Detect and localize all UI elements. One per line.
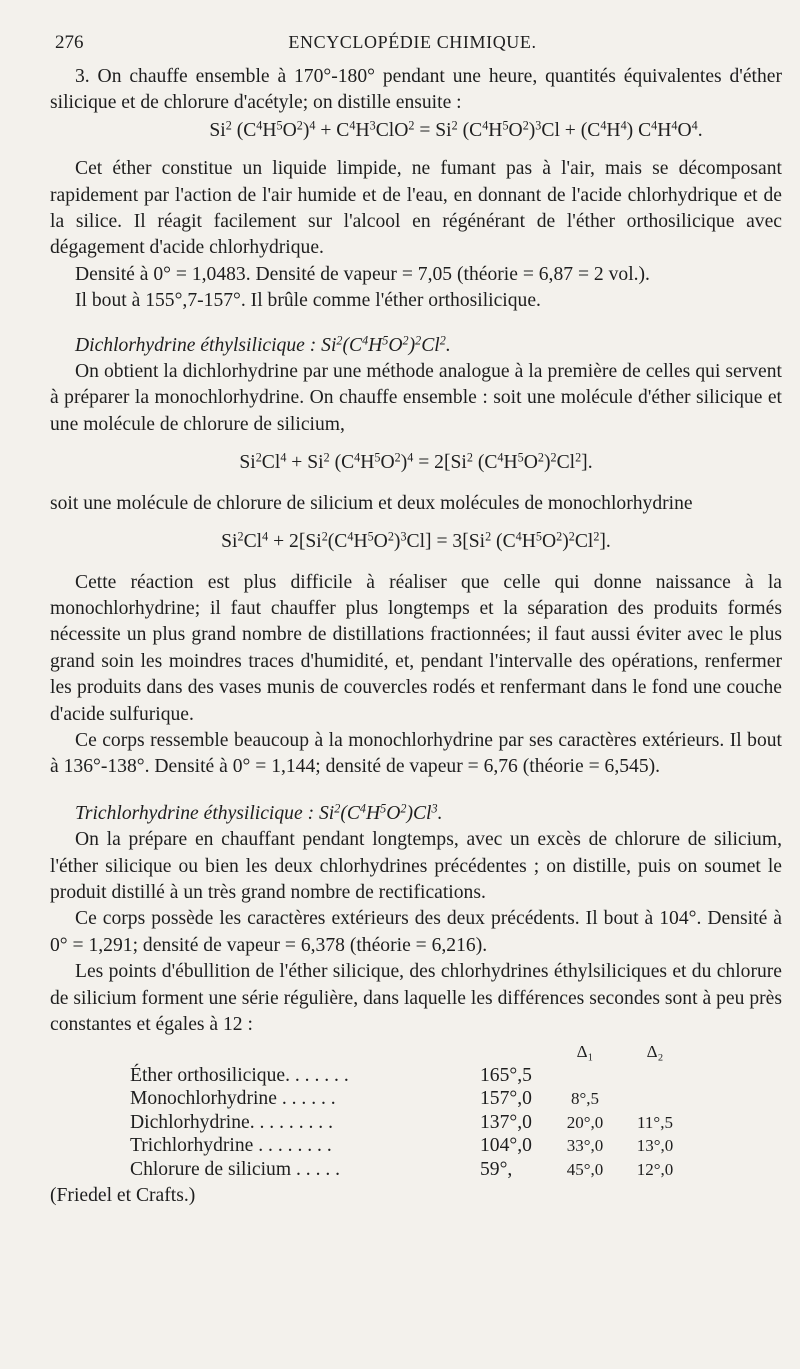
section3-para3: Les points d'ébullition de l'éther silicique, des chlorhydrines éthylsiliciques et du chlorure de silicium forment une série régulière, dans laquelle les différences secondes sont à peu près constantes et égales à 12 : <box>50 961 782 1035</box>
boiling-points-table <box>130 1040 690 1181</box>
section3-title <box>50 801 782 827</box>
table-row <box>130 1111 690 1135</box>
section1-boiling: Il bout à 155°,7-157°. Il brûle comme l'éther orthosilicique. <box>75 290 541 312</box>
page-number: 276 <box>55 32 84 53</box>
second-difference: 13°,0 <box>636 1136 674 1156</box>
boiling-temp: 165°,5 <box>480 1064 532 1086</box>
table-row <box>130 1134 690 1158</box>
section1-intro: 3. On chauffe ensemble à 170°-180° pendant une heure, quantités équivalentes d'éther silicique et de chlorure d'acétyle; on distille ensuite : <box>50 66 782 114</box>
table-row <box>130 1087 690 1111</box>
section3-para1: On la prépare en chauffant pendant longtemps, avec un excès de chlorure de silicium, l'éther silicique ou bien les deux chlorhydrines précédentes ; on distille, puis on soumet le produit distillé à un très grand nombre de rectifications. <box>50 829 782 903</box>
section2-formula1: $Si^2Cl^4 + Si^2$ $(C^4H^5O^2)^4 = 2[Si^2$ $(C^4H^5O^2)^2Cl^2$]. <box>239 450 593 474</box>
first-difference: 45°,0 <box>566 1159 604 1179</box>
boiling-temp: 59°, <box>480 1158 513 1180</box>
compound-name: Éther orthosilicique. . . . . . . <box>130 1064 349 1086</box>
section3-para2: Ce corps possède les caractères extérieurs des deux précédents. Il bout à 104°. Densité à 0° = 1,291; densité de vapeur = 6,378 (théorie = 6,216). <box>50 908 782 956</box>
compound-name: Monochlorhydrine . . . . . . <box>130 1088 336 1110</box>
table-citation: (Friedel et Crafts.) <box>50 1185 196 1207</box>
first-difference <box>550 1064 620 1088</box>
compound-name: Chlorure de silicium . . . . . <box>130 1158 341 1180</box>
section2-para3: Cette réaction est plus difficile à réaliser que celle qui donne naissance à la monochlorhydrine; il faut chauffer plus longtemps et la séparation des produits formés nécessite un plus grand nombre de distillations fractionnées; il faut aussi éviter avec le plus grand soin les moindres traces d'humidité, et, pendant l'intervalle des opérations, renfermer les produits dans des vases munis de couvercles rodés et renfermant dans le fond une couche d'acide sulfurique. <box>50 571 782 725</box>
compound-name: Dichlorhydrine. . . . . . . . . <box>130 1111 333 1133</box>
table-row <box>130 1158 690 1182</box>
page-body <box>50 64 782 1210</box>
section2-title <box>50 333 782 359</box>
first-difference: 33°,0 <box>566 1136 604 1156</box>
section2-title-name: Dichlorhydrine éthylsilicique <box>75 334 305 356</box>
section2-title-formula: : $Si^2(C^4H^5O^2)^2Cl^2$. <box>304 332 451 356</box>
compound-name: Trichlorhydrine . . . . . . . . <box>130 1135 332 1157</box>
second-difference <box>620 1087 690 1111</box>
section1-density: Densité à 0° = 1,0483. Densité de vapeur = 7,05 (théorie = 6,87 = 2 vol.). <box>75 263 650 285</box>
table-row <box>130 1064 690 1088</box>
running-title: ENCYCLOPÉDIE CHIMIQUE. <box>288 32 537 52</box>
section2-para2: soit une molécule de chlorure de silicium et deux molécules de monochlorhydrine <box>50 492 693 514</box>
second-difference <box>620 1064 690 1088</box>
boiling-temp: 157°,0 <box>480 1088 532 1110</box>
second-difference: 12°,0 <box>636 1159 674 1179</box>
table-header-row <box>130 1040 690 1064</box>
page-header <box>55 32 770 56</box>
table-header-delta1: Δ₁ <box>576 1042 594 1062</box>
section1-description: Cet éther constitue un liquide limpide, ne fumant pas à l'air, mais se décomposant rapidement par l'action de l'air humide et de l'eau, en donnant de l'acide chlorhydrique et de la silice. Il réagit facilement sur l'alcool en régénérant de l'éther orthosilicique avec dégagement d'acide chlorhydrique. <box>50 158 782 259</box>
section3-title-name: Trichlorhydrine éthysilicique <box>75 802 303 824</box>
section1-formula: Si$^2$ $(C^4H^5O^2)^4 + C^4H^3ClO^2 = Si^2$ $(C^4H^5O^2)^3Cl + (C^4H^4)$ $C^4H^4O^4$. <box>209 118 703 141</box>
table-header-delta2: Δ₂ <box>646 1042 664 1062</box>
section3-title-formula: : $Si^2(C^4H^5O^2)Cl^3$. <box>302 801 443 824</box>
first-difference: 20°,0 <box>566 1112 604 1132</box>
section2-formula2: $Si^2Cl^4 + 2[Si^2(C^4H^5O^2)^3Cl] = 3[Si^2$ $(C^4H^5O^2)^2Cl^2$]. <box>221 529 611 553</box>
section2-para4: Ce corps ressemble beaucoup à la monochlorhydrine par ses caractères extérieurs. Il bout à 136°-138°. Densité à 0° = 1,144; densité de vapeur = 6,76 (théorie = 6,545). <box>50 729 782 778</box>
boiling-temp: 104°,0 <box>480 1135 532 1157</box>
second-difference: 11°,5 <box>637 1112 673 1132</box>
section2-para1: On obtient la dichlorhydrine par une méthode analogue à la première de celles qui servent à préparer la monochlorhydrine. On chauffe ensemble : soit une molécule d'éther silicique et une molécule de chlorure de silicium, <box>50 361 782 435</box>
first-difference: 8°,5 <box>570 1089 600 1109</box>
boiling-temp: 137°,0 <box>480 1111 532 1133</box>
